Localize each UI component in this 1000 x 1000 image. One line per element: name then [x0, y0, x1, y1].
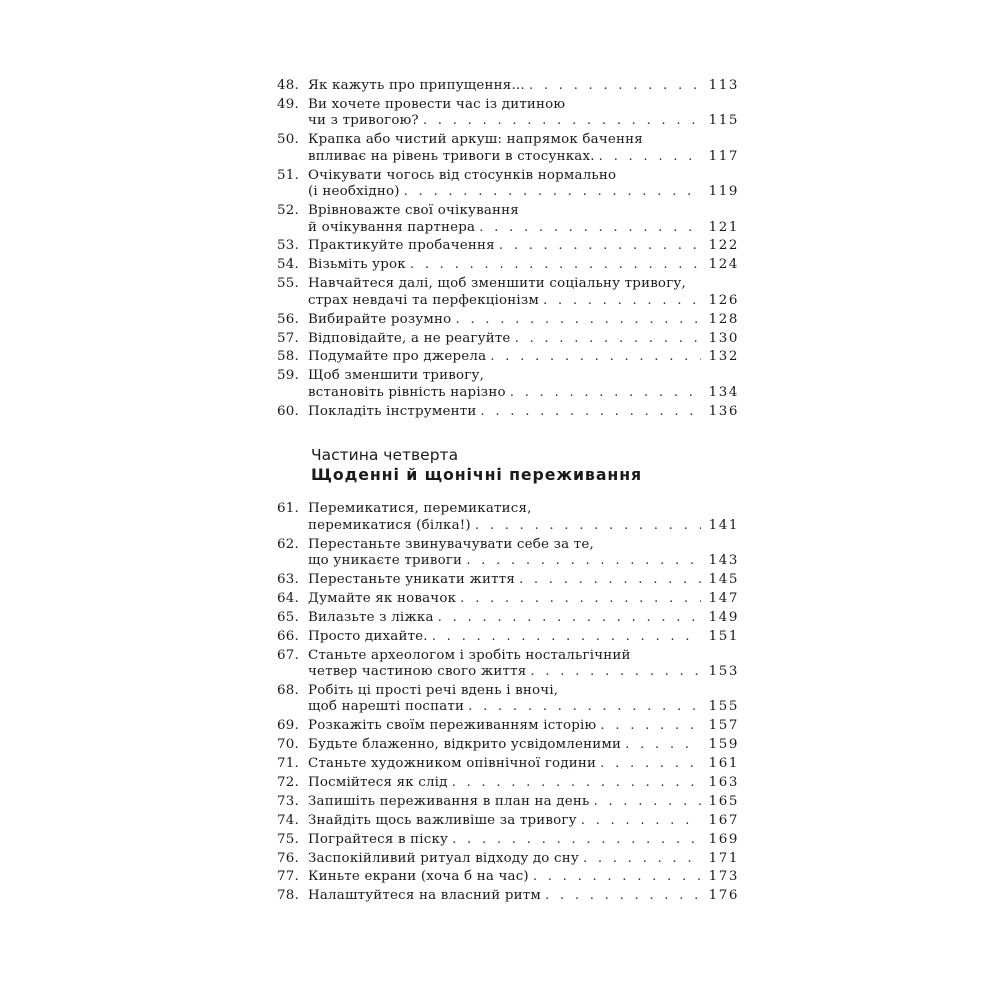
entry-title-line: Заспокійливий ритуал відходу до сну	[308, 850, 579, 866]
entry-title-line: Запишіть переживання в план на день	[308, 793, 590, 809]
entry-number: 51.	[277, 167, 299, 183]
page-number: 119	[708, 184, 739, 200]
dot-leader	[452, 832, 701, 849]
entry-title-line: впливає на рівень тривоги в стосунках.	[308, 148, 595, 164]
toc-entry	[277, 610, 739, 627]
page-number: 130	[708, 330, 739, 346]
entry-last-line	[308, 312, 739, 329]
entry-last-line	[308, 238, 739, 255]
toc-entry	[277, 238, 739, 255]
page-number: 163	[708, 774, 739, 790]
toc-entry	[277, 537, 739, 570]
entry-last-line	[308, 629, 739, 646]
entry-title-line: Відповідайте, а не реагуйте	[308, 330, 511, 346]
entry-title-line: Розкажіть своїм переживанням історію	[308, 718, 597, 734]
entry-title-line: Думайте як новачок	[308, 590, 457, 606]
page-number: 143	[708, 553, 739, 569]
entry-number: 63.	[277, 571, 299, 587]
entry-title-line: страх невдачі та перфекціонізм	[308, 292, 540, 308]
entry-title-line: Вилазьте з ліжка	[308, 609, 434, 625]
entry-title-line: щоб нарешті поспати	[308, 699, 465, 715]
entry-last-line	[308, 113, 739, 130]
page-number: 161	[708, 756, 739, 772]
dot-leader	[480, 404, 701, 421]
dot-leader	[404, 184, 701, 201]
entry-number: 78.	[277, 888, 299, 904]
toc-entry	[277, 78, 739, 95]
entry-title-line: Навчайтеся далі, щоб зменшити соціальну тривогу,	[308, 276, 686, 292]
page-number: 171	[708, 850, 739, 866]
dot-leader	[479, 220, 701, 237]
toc-entry	[277, 832, 739, 849]
entry-title-line: Ви хочете провести час із дитиною	[308, 96, 566, 112]
entry-title-line: чи з тривогою?	[308, 113, 419, 129]
entry-last-line	[308, 78, 739, 95]
entry-title-line: Знайдіть щось важливіше за тривогу	[308, 812, 577, 828]
entry-title-line: Перестаньте уникати життя	[308, 571, 515, 587]
toc-list-part4	[277, 501, 739, 905]
entry-number: 60.	[277, 403, 299, 419]
entry-number: 68.	[277, 682, 299, 698]
toc-entry	[277, 331, 739, 348]
dot-leader	[468, 699, 701, 716]
part-label: Частина четверта	[311, 446, 459, 465]
entry-last-line	[308, 699, 739, 716]
entry-last-line	[308, 718, 739, 735]
dot-leader	[460, 591, 701, 608]
entry-last-line	[308, 610, 739, 627]
entry-last-line	[308, 756, 739, 773]
toc-page	[277, 78, 739, 907]
entry-number: 74.	[277, 812, 299, 828]
dot-leader	[519, 572, 701, 589]
entry-last-line	[308, 257, 739, 274]
page-number: 126	[708, 292, 739, 308]
entry-title-line: Киньте екрани (хоча б на час)	[308, 869, 529, 885]
dot-leader	[600, 718, 701, 735]
page-number: 128	[708, 311, 739, 327]
entry-number: 70.	[277, 737, 299, 753]
entry-last-line	[308, 404, 739, 421]
entry-number: 54.	[277, 257, 299, 273]
page-number: 124	[708, 257, 739, 273]
toc-entry	[277, 168, 739, 201]
entry-number: 57.	[277, 330, 299, 346]
entry-title-line: Робіть ці прості речі вдень і вночі,	[308, 682, 559, 698]
toc-entry	[277, 851, 739, 868]
page-number: 176	[708, 888, 739, 904]
entry-title-line: Вибирайте розумно	[308, 311, 452, 327]
entry-number: 52.	[277, 203, 299, 219]
entry-title-line: Перестаньте звинувачувати себе за те,	[308, 536, 594, 552]
entry-number: 75.	[277, 831, 299, 847]
entry-last-line	[308, 794, 739, 811]
entry-last-line	[308, 888, 739, 905]
page-number: 157	[708, 718, 739, 734]
entry-title-line: Візьміть урок	[308, 257, 406, 273]
toc-entry	[277, 368, 739, 401]
entry-title-line: Щоб зменшити тривогу,	[308, 368, 485, 384]
entry-title-line: Будьте блаженно, відкрито усвідомленими	[308, 737, 622, 753]
entry-number: 73.	[277, 793, 299, 809]
entry-last-line	[308, 572, 739, 589]
page-number: 159	[708, 737, 739, 753]
entry-title-line: перемикатися (білка!)	[308, 517, 471, 533]
entry-title-line: Перемикатися, перемикатися,	[308, 501, 532, 517]
dot-leader	[581, 813, 701, 830]
entry-title-line: Подумайте про джерела	[308, 349, 487, 365]
toc-entry	[277, 718, 739, 735]
page-number: 136	[708, 403, 739, 419]
dot-leader	[452, 775, 701, 792]
entry-title-line: Врівноважте свої очікування	[308, 203, 519, 219]
toc-entry	[277, 629, 739, 646]
dot-leader	[599, 149, 701, 166]
page-number: 153	[708, 664, 739, 680]
entry-number: 53.	[277, 238, 299, 254]
entry-last-line	[308, 184, 739, 201]
dot-leader	[543, 293, 701, 310]
entry-title-line: Станьте археологом і зробіть ностальгічний	[308, 647, 631, 663]
dot-leader	[438, 610, 701, 627]
page-number: 132	[708, 349, 739, 365]
page-number: 145	[708, 571, 739, 587]
toc-entry	[277, 756, 739, 773]
entry-title-line: Практикуйте пробачення	[308, 238, 495, 254]
dot-leader	[510, 385, 701, 402]
dot-leader	[625, 737, 701, 754]
entry-title-line: Налаштуйтеся на власний ритм	[308, 888, 541, 904]
entry-title-line: Станьте художником опівнічної години	[308, 756, 597, 772]
toc-entry	[277, 648, 739, 681]
toc-entry	[277, 257, 739, 274]
entry-last-line	[308, 664, 739, 681]
entry-last-line	[308, 220, 739, 237]
entry-last-line	[308, 553, 739, 570]
entry-last-line	[308, 775, 739, 792]
page-number: 141	[708, 517, 739, 533]
entry-last-line	[308, 869, 739, 886]
entry-last-line	[308, 293, 739, 310]
part-title: Щоденні й щонічні переживання	[311, 465, 643, 485]
entry-title-line: Просто дихайте.	[308, 628, 428, 644]
entry-number: 61.	[277, 501, 299, 517]
entry-last-line	[308, 518, 739, 535]
entry-last-line	[308, 385, 739, 402]
entry-title-line: Крапка або чистий аркуш: напрямок бачення	[308, 132, 643, 148]
part-heading	[277, 446, 739, 485]
page-number: 155	[708, 699, 739, 715]
entry-number: 76.	[277, 850, 299, 866]
toc-entry	[277, 404, 739, 421]
toc-entry	[277, 97, 739, 130]
toc-entry	[277, 203, 739, 236]
dot-leader	[475, 518, 701, 535]
entry-number: 72.	[277, 774, 299, 790]
dot-leader	[600, 756, 701, 773]
dot-leader	[455, 312, 701, 329]
dot-leader	[593, 794, 701, 811]
entry-last-line	[308, 851, 739, 868]
toc-entry	[277, 276, 739, 309]
dot-leader	[545, 888, 701, 905]
toc-entry	[277, 591, 739, 608]
dot-leader	[490, 349, 701, 366]
entry-title-line: й очікування партнера	[308, 219, 476, 235]
entry-number: 59.	[277, 368, 299, 384]
entry-number: 66.	[277, 628, 299, 644]
dot-leader	[530, 664, 701, 681]
page-number: 165	[708, 793, 739, 809]
toc-entry	[277, 572, 739, 589]
entry-last-line	[308, 737, 739, 754]
page-number: 134	[708, 384, 739, 400]
dot-leader	[432, 629, 701, 646]
dot-leader	[583, 851, 701, 868]
toc-entry	[277, 794, 739, 811]
toc-entry	[277, 737, 739, 754]
page-number: 113	[708, 78, 739, 93]
toc-entry	[277, 683, 739, 716]
entry-number: 71.	[277, 756, 299, 772]
entry-number: 67.	[277, 647, 299, 663]
entry-number: 69.	[277, 718, 299, 734]
entry-number: 62.	[277, 536, 299, 552]
entry-title-line: (і необхідно)	[308, 184, 400, 200]
toc-entry	[277, 312, 739, 329]
toc-entry	[277, 132, 739, 165]
dot-leader	[533, 869, 701, 886]
page-number: 147	[708, 590, 739, 606]
entry-last-line	[308, 331, 739, 348]
entry-title-line: Покладіть інструменти	[308, 403, 477, 419]
dot-leader	[515, 331, 701, 348]
dot-leader	[529, 78, 701, 95]
entry-number: 65.	[277, 609, 299, 625]
toc-entry	[277, 501, 739, 534]
entry-title-line: Посмійтеся як слід	[308, 774, 448, 790]
page-number: 121	[708, 219, 739, 235]
entry-last-line	[308, 591, 739, 608]
entry-last-line	[308, 832, 739, 849]
page-number: 167	[708, 812, 739, 828]
entry-number: 55.	[277, 276, 299, 292]
dot-leader	[499, 238, 701, 255]
page-number: 122	[708, 238, 739, 254]
entry-title-line: що уникаєте тривоги	[308, 553, 463, 569]
entry-number: 56.	[277, 311, 299, 327]
entry-number: 48.	[277, 78, 299, 93]
page-number: 149	[708, 609, 739, 625]
entry-number: 64.	[277, 590, 299, 606]
page-number: 115	[708, 113, 739, 129]
entry-title-line: Очікувати чогось від стосунків нормально	[308, 167, 617, 183]
dot-leader	[410, 257, 701, 274]
page-number: 169	[708, 831, 739, 847]
toc-entry	[277, 888, 739, 905]
entry-number: 50.	[277, 132, 299, 148]
entry-number: 77.	[277, 869, 299, 885]
toc-list-part3	[277, 78, 739, 420]
dot-leader	[466, 553, 701, 570]
entry-number: 49.	[277, 96, 299, 112]
toc-entry	[277, 775, 739, 792]
entry-title-line: Пограйтеся в піску	[308, 831, 449, 847]
toc-entry	[277, 869, 739, 886]
entry-number: 58.	[277, 349, 299, 365]
page-number: 151	[708, 628, 739, 644]
toc-entry	[277, 813, 739, 830]
entry-title-line: встановіть рівність нарізно	[308, 384, 506, 400]
page-number: 117	[708, 148, 739, 164]
entry-title-line: Як кажуть про припущення...	[308, 78, 525, 93]
entry-title-line: четвер частиною свого життя	[308, 664, 527, 680]
page-number: 173	[708, 869, 739, 885]
entry-last-line	[308, 349, 739, 366]
entry-last-line	[308, 813, 739, 830]
dot-leader	[423, 113, 701, 130]
entry-last-line	[308, 149, 739, 166]
toc-entry	[277, 349, 739, 366]
